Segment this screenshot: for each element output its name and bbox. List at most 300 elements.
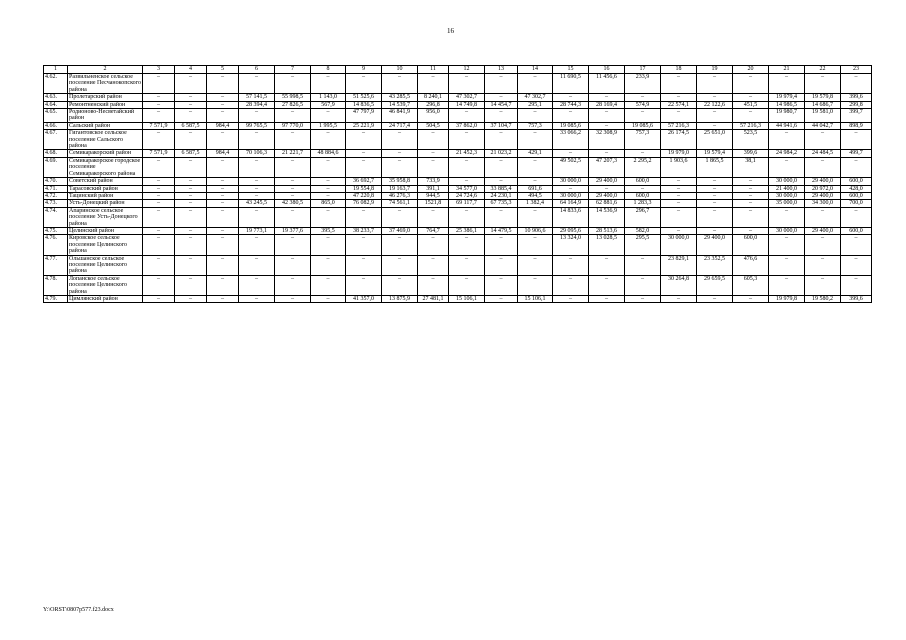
value-cell: – <box>841 275 872 295</box>
value-cell: 28 394,4 <box>239 101 275 108</box>
value-cell: – <box>518 178 553 185</box>
value-cell: – <box>841 74 872 94</box>
value-cell: – <box>207 109 239 123</box>
value-cell: – <box>207 227 239 234</box>
row-number: 4.71. <box>44 185 68 192</box>
value-cell: – <box>275 74 311 94</box>
value-cell: – <box>553 109 589 123</box>
value-cell: 32 308,9 <box>589 130 625 150</box>
value-cell: – <box>769 207 805 227</box>
value-cell: 233,9 <box>625 74 661 94</box>
value-cell: – <box>346 275 382 295</box>
value-cell: 30 000,0 <box>769 192 805 199</box>
value-cell: 20 972,0 <box>805 185 841 192</box>
value-cell: 48 884,6 <box>311 150 346 157</box>
value-cell: 428,0 <box>841 185 872 192</box>
value-cell: 13 028,5 <box>589 235 625 255</box>
value-cell: – <box>207 157 239 177</box>
value-cell: – <box>311 235 346 255</box>
column-number-cell: 8 <box>311 66 346 74</box>
value-cell: – <box>449 109 485 123</box>
value-cell: – <box>805 235 841 255</box>
value-cell: – <box>143 227 175 234</box>
value-cell: – <box>553 185 589 192</box>
value-cell: 49 502,5 <box>553 157 589 177</box>
table-row <box>44 235 872 255</box>
value-cell: 14 454,7 <box>485 101 518 108</box>
value-cell: 27 481,1 <box>418 296 449 303</box>
value-cell: – <box>239 130 275 150</box>
value-cell: 38,1 <box>733 157 769 177</box>
value-cell: 33 885,4 <box>485 185 518 192</box>
value-cell: – <box>449 74 485 94</box>
value-cell: 70 106,3 <box>239 150 275 157</box>
value-cell: – <box>239 74 275 94</box>
value-cell: – <box>311 207 346 227</box>
value-cell: 764,7 <box>418 227 449 234</box>
value-cell: – <box>275 185 311 192</box>
row-number: 4.62. <box>44 74 68 94</box>
value-cell: – <box>485 255 518 275</box>
value-cell: – <box>485 207 518 227</box>
column-number-cell: 7 <box>275 66 311 74</box>
value-cell: – <box>418 157 449 177</box>
value-cell: – <box>589 255 625 275</box>
value-cell: – <box>661 178 697 185</box>
value-cell: 30 000,0 <box>553 192 589 199</box>
value-cell: – <box>207 207 239 227</box>
value-cell: 99 765,5 <box>239 122 275 129</box>
value-cell: 29 400,0 <box>805 227 841 234</box>
value-cell: – <box>625 255 661 275</box>
value-cell: 6 587,5 <box>175 122 207 129</box>
value-cell: 399,7 <box>841 109 872 123</box>
value-cell: – <box>239 207 275 227</box>
value-cell: 42 380,5 <box>275 200 311 207</box>
value-cell: – <box>449 178 485 185</box>
value-cell: – <box>625 94 661 101</box>
value-cell: – <box>625 109 661 123</box>
value-cell: – <box>382 275 418 295</box>
row-name: Советский район <box>68 178 143 185</box>
value-cell: 13 324,0 <box>553 235 589 255</box>
value-cell: – <box>311 109 346 123</box>
value-cell: 1 143,0 <box>311 94 346 101</box>
value-cell: 733,9 <box>418 178 449 185</box>
value-cell: – <box>275 178 311 185</box>
value-cell: 476,6 <box>733 255 769 275</box>
table-row <box>44 275 872 295</box>
value-cell: – <box>275 275 311 295</box>
value-cell: – <box>589 185 625 192</box>
table-row <box>44 130 872 150</box>
value-cell: – <box>207 74 239 94</box>
value-cell: 22 574,1 <box>661 101 697 108</box>
table-row <box>44 178 872 185</box>
value-cell: 47 302,7 <box>449 94 485 101</box>
row-number: 4.69. <box>44 157 68 177</box>
value-cell: 37 469,0 <box>382 227 418 234</box>
value-cell: – <box>311 130 346 150</box>
value-cell: 523,5 <box>733 130 769 150</box>
value-cell: 1 382,4 <box>518 200 553 207</box>
value-cell: – <box>311 157 346 177</box>
value-cell: – <box>418 130 449 150</box>
value-cell: – <box>207 275 239 295</box>
value-cell: – <box>485 109 518 123</box>
value-cell: 69 117,7 <box>449 200 485 207</box>
value-cell: 46 841,9 <box>382 109 418 123</box>
value-cell: 29 095,6 <box>553 227 589 234</box>
value-cell: 28 169,4 <box>589 101 625 108</box>
row-name: Сальский район <box>68 122 143 129</box>
value-cell: 567,9 <box>311 101 346 108</box>
value-cell: – <box>207 200 239 207</box>
value-cell: 757,3 <box>625 130 661 150</box>
value-cell: 295,1 <box>518 101 553 108</box>
column-number-cell: 5 <box>207 66 239 74</box>
row-name: Пролетарский район <box>68 94 143 101</box>
value-cell: – <box>841 235 872 255</box>
value-cell: – <box>239 178 275 185</box>
value-cell: – <box>239 185 275 192</box>
value-cell: – <box>589 109 625 123</box>
value-cell: 19 979,0 <box>661 150 697 157</box>
column-number-cell: 3 <box>143 66 175 74</box>
value-cell: 757,3 <box>518 122 553 129</box>
row-number: 4.70. <box>44 178 68 185</box>
value-cell: – <box>518 157 553 177</box>
value-cell: 600,0 <box>625 178 661 185</box>
value-cell: – <box>239 275 275 295</box>
value-cell: – <box>661 185 697 192</box>
value-cell: – <box>275 157 311 177</box>
value-cell: 14 833,6 <box>553 207 589 227</box>
value-cell: – <box>661 200 697 207</box>
value-cell: – <box>553 255 589 275</box>
value-cell: – <box>805 275 841 295</box>
table-row <box>44 296 872 303</box>
value-cell: – <box>382 235 418 255</box>
value-cell: – <box>418 255 449 275</box>
value-cell: 19 979,8 <box>769 296 805 303</box>
value-cell: – <box>841 130 872 150</box>
value-cell: – <box>449 207 485 227</box>
value-cell: – <box>175 130 207 150</box>
value-cell: 34 577,0 <box>449 185 485 192</box>
value-cell: 27 826,5 <box>275 101 311 108</box>
value-cell: – <box>661 94 697 101</box>
table-row <box>44 157 872 177</box>
value-cell: – <box>518 74 553 94</box>
value-cell: – <box>175 255 207 275</box>
row-number: 4.77. <box>44 255 68 275</box>
value-cell: 34 300,0 <box>805 200 841 207</box>
value-cell: – <box>143 74 175 94</box>
value-cell: – <box>841 255 872 275</box>
value-cell: – <box>485 275 518 295</box>
value-cell: – <box>769 255 805 275</box>
value-cell: 26 174,5 <box>661 130 697 150</box>
column-number-cell: 21 <box>769 66 805 74</box>
value-cell: – <box>805 255 841 275</box>
value-cell: – <box>346 74 382 94</box>
value-cell: – <box>805 130 841 150</box>
value-cell: – <box>449 255 485 275</box>
value-cell: – <box>239 296 275 303</box>
page-number: 16 <box>447 27 454 35</box>
value-cell: – <box>175 200 207 207</box>
value-cell: – <box>518 207 553 227</box>
table-row <box>44 122 872 129</box>
value-cell: – <box>589 150 625 157</box>
column-number-cell: 1 <box>44 66 68 74</box>
value-cell: 21 400,0 <box>769 185 805 192</box>
value-cell: – <box>175 109 207 123</box>
row-number: 4.75. <box>44 227 68 234</box>
value-cell: – <box>697 207 733 227</box>
value-cell: 1 283,3 <box>625 200 661 207</box>
table-row <box>44 109 872 123</box>
value-cell: 21 221,7 <box>275 150 311 157</box>
value-cell: 21 023,2 <box>485 150 518 157</box>
value-cell: – <box>553 296 589 303</box>
value-cell: 46 276,3 <box>382 192 418 199</box>
value-cell: – <box>697 74 733 94</box>
value-cell: – <box>485 235 518 255</box>
value-cell: 35 958,8 <box>382 178 418 185</box>
value-cell: – <box>697 122 733 129</box>
value-cell: – <box>175 101 207 108</box>
value-cell: – <box>143 192 175 199</box>
value-cell: 14 536,9 <box>589 207 625 227</box>
value-cell: 57 141,5 <box>239 94 275 101</box>
value-cell: 47 220,8 <box>346 192 382 199</box>
value-cell: 47 302,7 <box>518 94 553 101</box>
value-cell: 43 245,5 <box>239 200 275 207</box>
value-cell: – <box>769 130 805 150</box>
row-name: Апаринское сельское поселение Усть-Донецкого района <box>68 207 143 227</box>
value-cell: – <box>553 275 589 295</box>
value-cell: 295,5 <box>625 235 661 255</box>
value-cell: – <box>589 94 625 101</box>
value-cell: – <box>239 192 275 199</box>
value-cell: – <box>143 296 175 303</box>
value-cell: – <box>175 157 207 177</box>
value-cell: 29 400,0 <box>697 235 733 255</box>
value-cell: – <box>311 275 346 295</box>
value-cell: 499,7 <box>841 150 872 157</box>
value-cell: 582,0 <box>625 227 661 234</box>
value-cell: – <box>449 157 485 177</box>
value-cell: – <box>733 207 769 227</box>
value-cell: – <box>207 185 239 192</box>
table-row <box>44 255 872 275</box>
table-row <box>44 74 872 94</box>
value-cell: – <box>346 207 382 227</box>
column-number-cell: 11 <box>418 66 449 74</box>
value-cell: 605,3 <box>733 275 769 295</box>
value-cell: 57 216,3 <box>661 122 697 129</box>
value-cell: 2 295,2 <box>625 157 661 177</box>
value-cell: 299,8 <box>841 101 872 108</box>
value-cell: – <box>275 207 311 227</box>
value-cell: – <box>207 255 239 275</box>
row-name: Лопанское сельское поселение Целинского района <box>68 275 143 295</box>
value-cell: – <box>143 207 175 227</box>
column-number-cell: 15 <box>553 66 589 74</box>
value-cell: 600,0 <box>625 192 661 199</box>
value-cell: 399,6 <box>841 296 872 303</box>
value-cell: 36 692,7 <box>346 178 382 185</box>
table-row <box>44 227 872 234</box>
value-cell: 504,5 <box>418 122 449 129</box>
value-cell: – <box>485 178 518 185</box>
value-cell: 29 400,0 <box>805 192 841 199</box>
value-cell: 984,4 <box>207 150 239 157</box>
value-cell: – <box>239 255 275 275</box>
value-cell: 8 240,1 <box>418 94 449 101</box>
value-cell: – <box>733 200 769 207</box>
value-cell: 24 717,4 <box>382 122 418 129</box>
value-cell: – <box>661 207 697 227</box>
row-name: Ольшанское сельское поселение Целинского района <box>68 255 143 275</box>
row-number: 4.63. <box>44 94 68 101</box>
value-cell: 47 207,3 <box>589 157 625 177</box>
value-cell: – <box>275 235 311 255</box>
value-cell: 22 122,6 <box>697 101 733 108</box>
value-cell: 33 066,2 <box>553 130 589 150</box>
value-cell: 35 000,0 <box>769 200 805 207</box>
value-cell: 1 865,5 <box>697 157 733 177</box>
column-number-cell: 2 <box>68 66 143 74</box>
value-cell: – <box>841 207 872 227</box>
value-cell: 28 513,6 <box>589 227 625 234</box>
value-cell: – <box>382 150 418 157</box>
value-cell: 13 875,9 <box>382 296 418 303</box>
value-cell: – <box>382 207 418 227</box>
row-number: 4.73. <box>44 200 68 207</box>
column-number-cell: 19 <box>697 66 733 74</box>
value-cell: – <box>589 275 625 295</box>
value-cell: – <box>311 192 346 199</box>
value-cell: 37 862,0 <box>449 122 485 129</box>
value-cell: – <box>207 101 239 108</box>
value-cell: 21 452,3 <box>449 150 485 157</box>
value-cell: 41 357,0 <box>346 296 382 303</box>
value-cell: – <box>275 296 311 303</box>
table-row <box>44 200 872 207</box>
value-cell: 14 539,7 <box>382 101 418 108</box>
value-cell: – <box>143 109 175 123</box>
column-number-cell: 4 <box>175 66 207 74</box>
value-cell: – <box>418 150 449 157</box>
column-number-cell: 9 <box>346 66 382 74</box>
value-cell: 51 525,6 <box>346 94 382 101</box>
value-cell: – <box>625 185 661 192</box>
value-cell: 24 984,2 <box>769 150 805 157</box>
value-cell: – <box>175 192 207 199</box>
row-number: 4.68. <box>44 150 68 157</box>
row-name: Кировское сельское поселение Целинского района <box>68 235 143 255</box>
value-cell: 55 998,5 <box>275 94 311 101</box>
value-cell: – <box>769 275 805 295</box>
value-cell: – <box>207 296 239 303</box>
value-cell: – <box>805 157 841 177</box>
table-row <box>44 94 872 101</box>
value-cell: – <box>175 296 207 303</box>
value-cell: – <box>275 255 311 275</box>
value-cell: – <box>769 157 805 177</box>
budget-table <box>43 65 872 303</box>
value-cell: – <box>346 130 382 150</box>
value-cell: 14 686,7 <box>805 101 841 108</box>
value-cell: – <box>625 275 661 295</box>
value-cell: 11 456,6 <box>589 74 625 94</box>
value-cell: 74 561,1 <box>382 200 418 207</box>
value-cell: 19 163,7 <box>382 185 418 192</box>
value-cell: 399,6 <box>841 94 872 101</box>
value-cell: – <box>143 94 175 101</box>
value-cell: – <box>841 157 872 177</box>
table-row <box>44 101 872 108</box>
value-cell: 67 735,3 <box>485 200 518 207</box>
value-cell: 600,0 <box>841 227 872 234</box>
value-cell: 574,9 <box>625 101 661 108</box>
row-number: 4.74. <box>44 207 68 227</box>
value-cell: 19 773,1 <box>239 227 275 234</box>
value-cell: 700,0 <box>841 200 872 207</box>
row-name: Ремонтненский район <box>68 101 143 108</box>
value-cell: – <box>143 235 175 255</box>
value-cell: – <box>143 200 175 207</box>
value-cell: – <box>311 178 346 185</box>
value-cell: – <box>311 74 346 94</box>
value-cell: – <box>239 109 275 123</box>
value-cell: 43 285,5 <box>382 94 418 101</box>
value-cell: – <box>275 192 311 199</box>
value-cell: – <box>311 255 346 275</box>
value-cell: 37 104,7 <box>485 122 518 129</box>
value-cell: – <box>733 296 769 303</box>
value-cell: 38 233,7 <box>346 227 382 234</box>
value-cell: – <box>418 74 449 94</box>
column-number-cell: 13 <box>485 66 518 74</box>
value-cell: – <box>346 255 382 275</box>
value-cell: – <box>175 275 207 295</box>
value-cell: 24 230,1 <box>485 192 518 199</box>
value-cell: 44 941,6 <box>769 122 805 129</box>
value-cell: – <box>418 275 449 295</box>
value-cell: 691,6 <box>518 185 553 192</box>
row-number: 4.76. <box>44 235 68 255</box>
value-cell: – <box>346 150 382 157</box>
value-cell: 76 082,9 <box>346 200 382 207</box>
value-cell: – <box>697 185 733 192</box>
row-name: Гигантовское сельское поселение Сальского района <box>68 130 143 150</box>
value-cell: 898,9 <box>841 122 872 129</box>
value-cell: 25 386,1 <box>449 227 485 234</box>
value-cell: 25 221,9 <box>346 122 382 129</box>
value-cell: 1 995,5 <box>311 122 346 129</box>
row-name: Цимлянский район <box>68 296 143 303</box>
value-cell: 956,0 <box>418 109 449 123</box>
value-cell: – <box>207 130 239 150</box>
value-cell: 15 106,1 <box>449 296 485 303</box>
value-cell: 30 000,0 <box>553 178 589 185</box>
column-number-row <box>44 66 872 74</box>
value-cell: 19 579,4 <box>697 150 733 157</box>
